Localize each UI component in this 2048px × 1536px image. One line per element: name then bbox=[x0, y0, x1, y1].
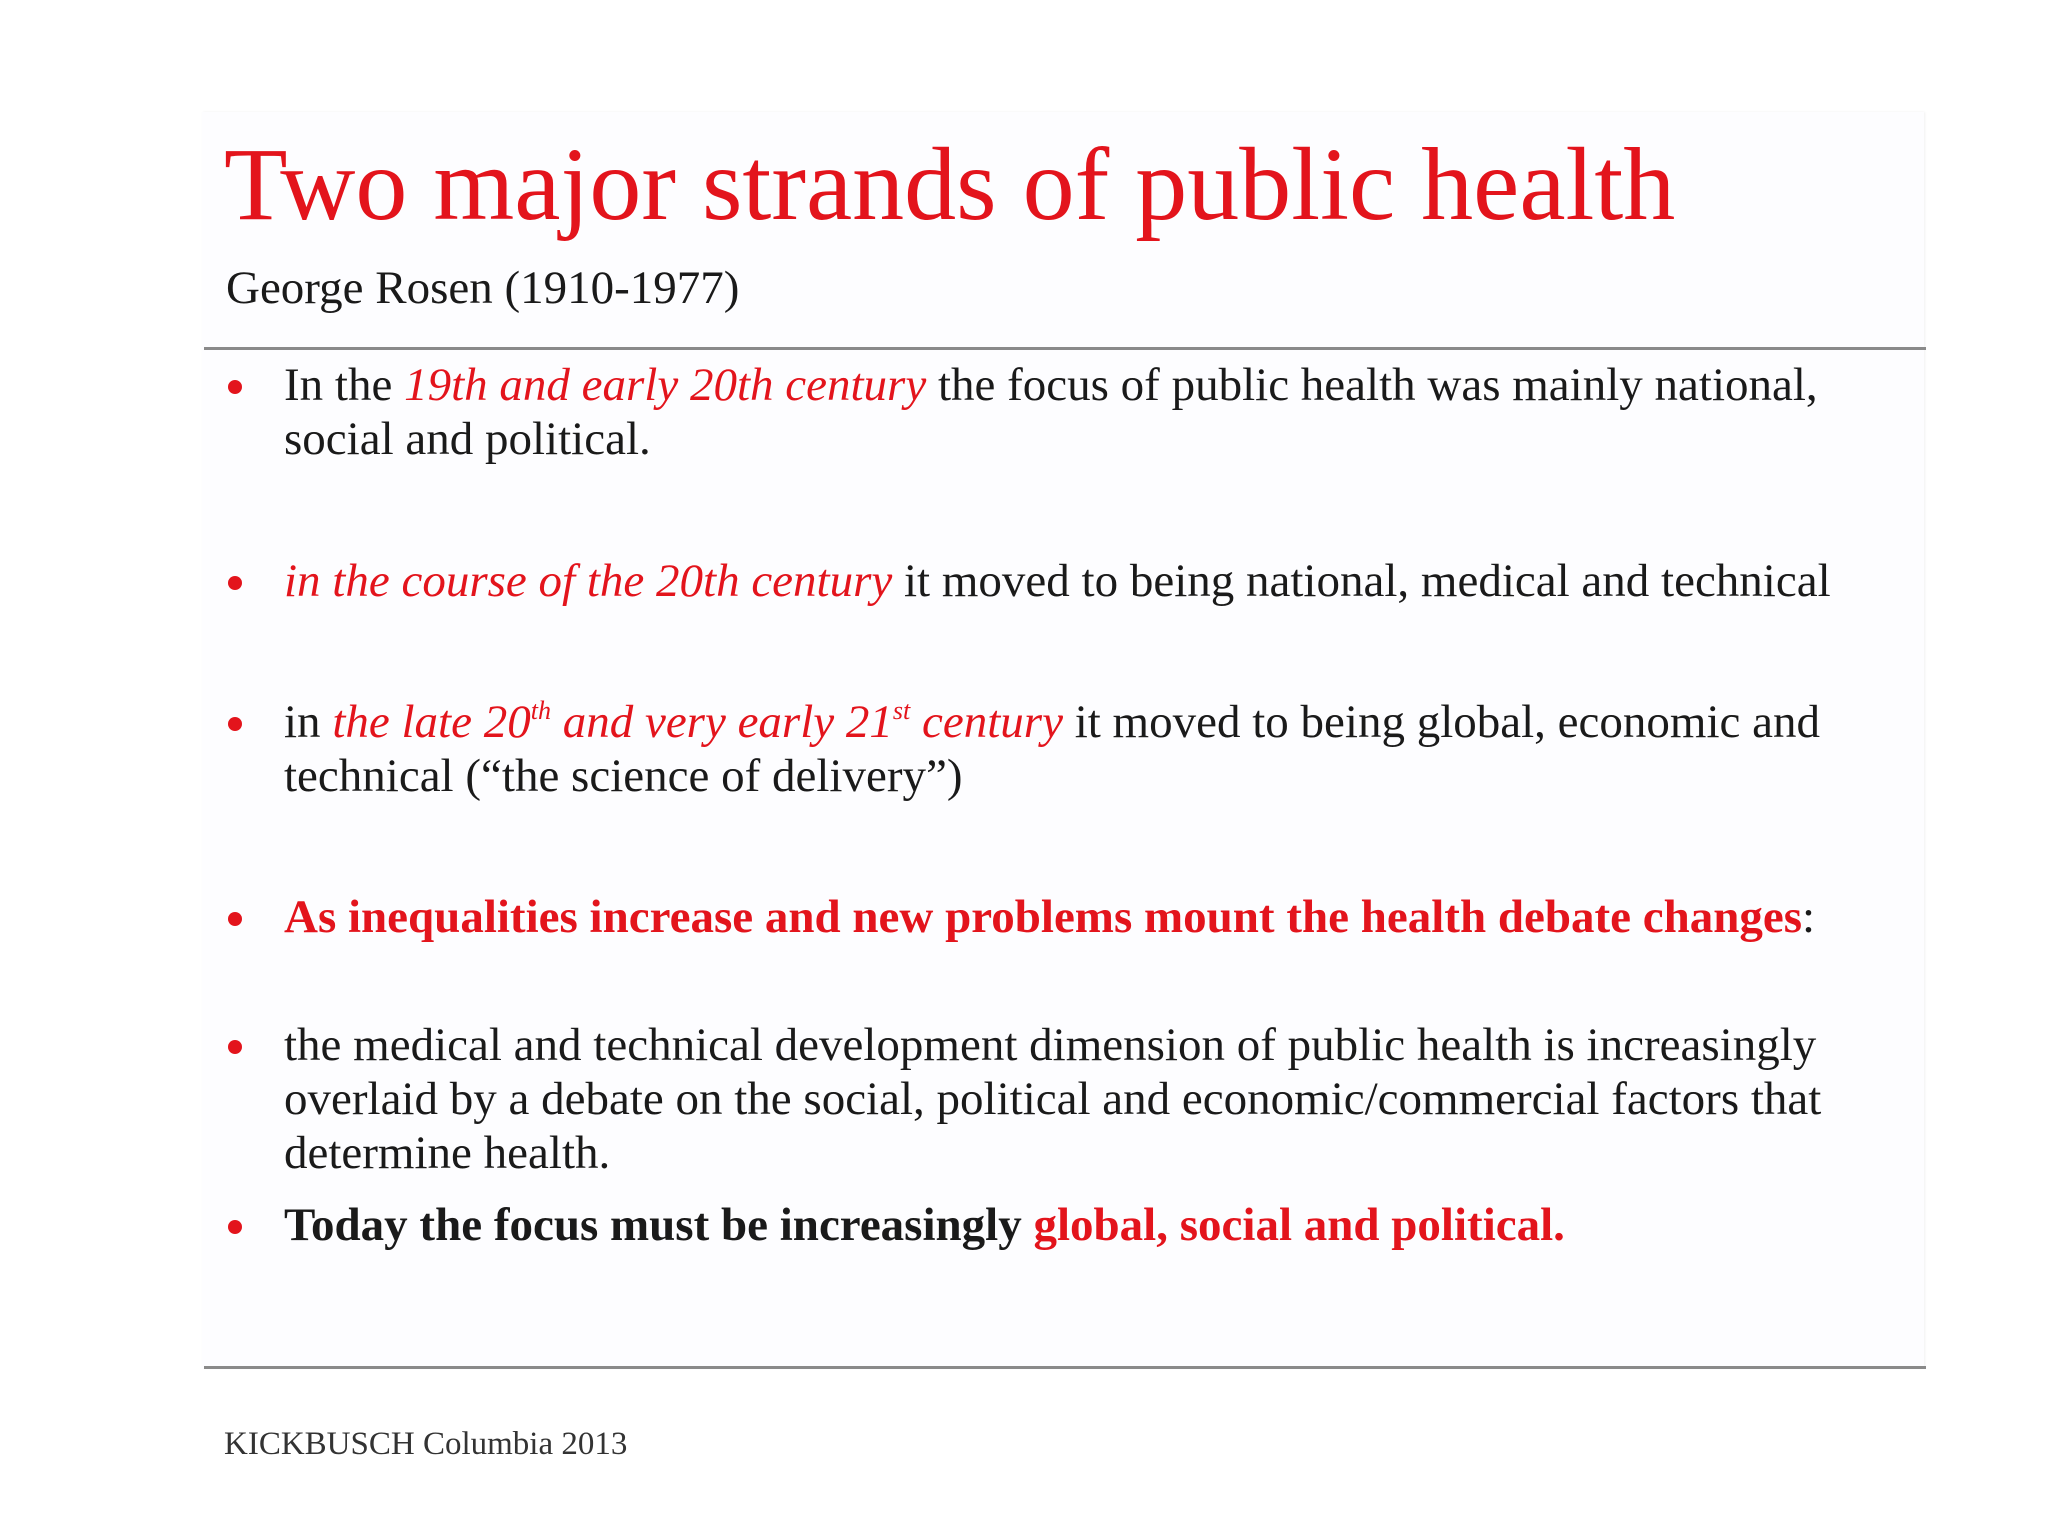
bullet-text-emphasis: the late 20 bbox=[332, 696, 531, 748]
bullet-text-emphasis: century bbox=[910, 696, 1063, 748]
bullet-text-plain: the focus of public health was mainly national, social and political. bbox=[284, 359, 1818, 465]
bullet-text-plain: the medical and technical development dimension of public health is increasingly overlaid by a debate on the social, political and economic/commercial factors that determine health. bbox=[284, 1019, 1822, 1179]
bullet-text bbox=[284, 1198, 1914, 1252]
bullet-dot-icon bbox=[228, 380, 242, 394]
bullet-text-emphasis: global, social and political. bbox=[1033, 1199, 1565, 1251]
bullet-text-plain: : bbox=[1802, 891, 1816, 943]
bullet-dot-icon bbox=[228, 717, 242, 731]
bullet-text-superscript: th bbox=[530, 696, 551, 725]
bullet-text bbox=[284, 554, 1914, 608]
bullet-text bbox=[284, 358, 1914, 466]
top-divider bbox=[204, 347, 1926, 350]
bullet-text-emphasis: 19th and early 20th century bbox=[404, 359, 927, 411]
bottom-divider bbox=[204, 1366, 1926, 1369]
bullet-text-plain: it moved to being national, medical and technical bbox=[892, 555, 1831, 607]
bullet-dot-icon bbox=[228, 912, 242, 926]
bullet-text-emphasis: As inequalities increase and new problems mount the health debate changes bbox=[284, 891, 1803, 943]
bullet-text-emphasis: in the course of the 20th century bbox=[284, 555, 893, 607]
bullet-text-plain: Today the focus must be increasingly bbox=[284, 1199, 1034, 1251]
slide-footer: KICKBUSCH Columbia 2013 bbox=[224, 1426, 628, 1462]
bullet-dot-icon bbox=[228, 1220, 242, 1234]
bullet-text-plain: it moved to being global, economic and technical (“the science of delivery”) bbox=[284, 696, 1820, 802]
bullet-dot-icon bbox=[228, 1040, 242, 1054]
bullet-text-emphasis: and very early 21 bbox=[550, 696, 893, 748]
bullet-text bbox=[284, 695, 1914, 803]
bullet-text bbox=[284, 1018, 1914, 1180]
bullet-text bbox=[284, 890, 1914, 944]
bullet-dot-icon bbox=[228, 576, 242, 590]
bullet-text-superscript: st bbox=[892, 696, 911, 725]
bullet-text-plain: In the bbox=[284, 359, 405, 411]
slide-subtitle: George Rosen (1910-1977) bbox=[226, 262, 740, 314]
slide-title: Two major strands of public health bbox=[224, 127, 1676, 242]
bullet-text-plain: in bbox=[284, 696, 333, 748]
